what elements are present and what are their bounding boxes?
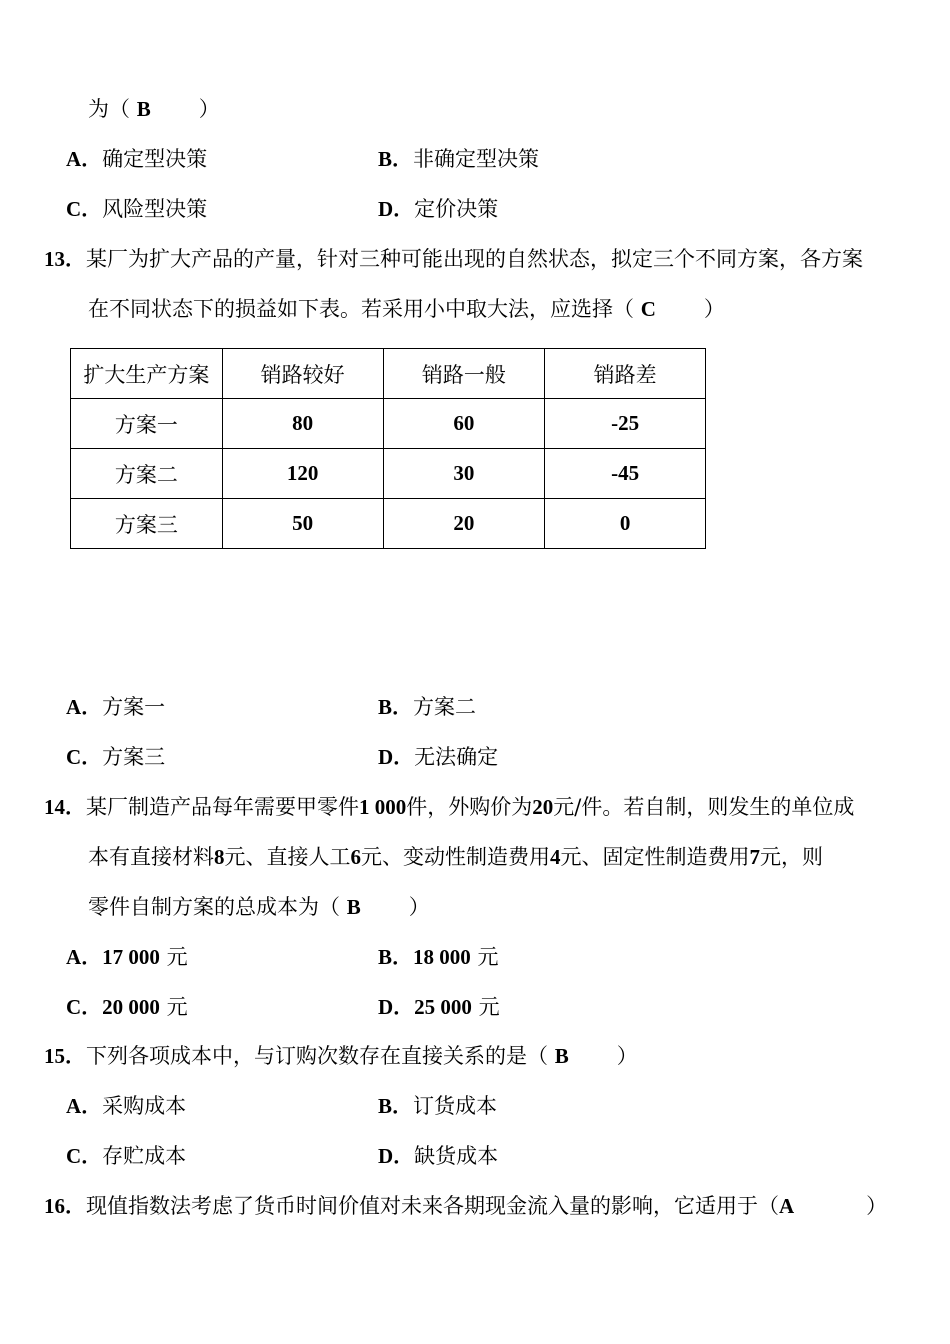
payoff-table <box>70 348 706 549</box>
q15-number: 15 <box>44 1044 65 1068</box>
table-row <box>71 399 706 449</box>
table-header: 销路差 <box>545 349 706 399</box>
table-cell: 80 <box>222 399 383 449</box>
table-cell: 60 <box>383 399 545 449</box>
q14-answer: B <box>346 895 361 919</box>
table-cell: 方案一 <box>71 399 223 449</box>
table-cell: 20 <box>383 499 545 549</box>
q13-stem-line2: 在不同状态下的损益如下表。若采用小中取大法，应选择（ C ） <box>88 297 725 321</box>
q16-stem: 16．现值指数法考虑了货币时间价值对未来各期现金流入量的影响，它适用于（A ） <box>44 1194 888 1218</box>
table-header: 销路较好 <box>222 349 383 399</box>
q13-option-b: B．方案二 <box>378 695 477 719</box>
q16-answer: A <box>779 1194 795 1218</box>
q15-option-a: A．采购成本 <box>66 1094 187 1118</box>
table-cell: 30 <box>383 449 545 499</box>
q14-option-c: C．20 000 元 <box>66 995 188 1019</box>
q15-option-d: D．缺货成本 <box>378 1144 499 1168</box>
q15-answer: B <box>554 1044 569 1068</box>
q13-number: 13 <box>44 247 65 271</box>
q13-answer: C <box>640 297 656 321</box>
q12-option-c: C．风险型决策 <box>66 197 208 221</box>
q12-answer: B <box>136 97 151 121</box>
table-cell: -45 <box>545 449 706 499</box>
q13-option-c: C．方案三 <box>66 745 166 769</box>
q14-option-b: B．18 000 元 <box>378 945 499 969</box>
table-cell: 50 <box>222 499 383 549</box>
q15-option-b: B．订货成本 <box>378 1094 498 1118</box>
q12-option-d: D．定价决策 <box>378 197 499 221</box>
q14-number: 14 <box>44 795 65 819</box>
q13-option-d: D．无法确定 <box>378 745 499 769</box>
table-cell: 方案二 <box>71 449 223 499</box>
table-row <box>71 499 706 549</box>
table-row <box>71 449 706 499</box>
q12-option-b: B．非确定型决策 <box>378 147 540 171</box>
table-cell: 0 <box>545 499 706 549</box>
q16-number: 16 <box>44 1194 65 1218</box>
table-cell: 方案三 <box>71 499 223 549</box>
table-header-row <box>71 349 706 399</box>
q14-stem-line1: 14．某厂制造产品每年需要甲零件1 000件，外购价为20元/件。若自制，则发生的单位成 <box>44 795 855 819</box>
q15-stem: 15．下列各项成本中，与订购次数存在直接关系的是（ B ） <box>44 1044 638 1068</box>
q14-option-d: D．25 000 元 <box>378 995 500 1019</box>
table-cell: -25 <box>545 399 706 449</box>
q14-stem-line3: 零件自制方案的总成本为（ B ） <box>88 895 430 919</box>
q14-stem-line2: 本有直接材料8元、直接人工6元、变动性制造费用4元、固定性制造费用7元，则 <box>88 845 823 869</box>
table-cell: 120 <box>222 449 383 499</box>
table-header: 销路一般 <box>383 349 545 399</box>
q12-option-a: A．确定型决策 <box>66 147 208 171</box>
q13-option-a: A．方案一 <box>66 695 166 719</box>
q15-option-c: C．存贮成本 <box>66 1144 187 1168</box>
table-header: 扩大生产方案 <box>71 349 223 399</box>
q13-stem-line1: 13．某厂为扩大产品的产量，针对三种可能出现的自然状态，拟定三个不同方案，各方案 <box>44 247 863 271</box>
q12-stem-tail: 为（ B ） <box>88 97 220 121</box>
q14-option-a: A．17 000 元 <box>66 945 188 969</box>
